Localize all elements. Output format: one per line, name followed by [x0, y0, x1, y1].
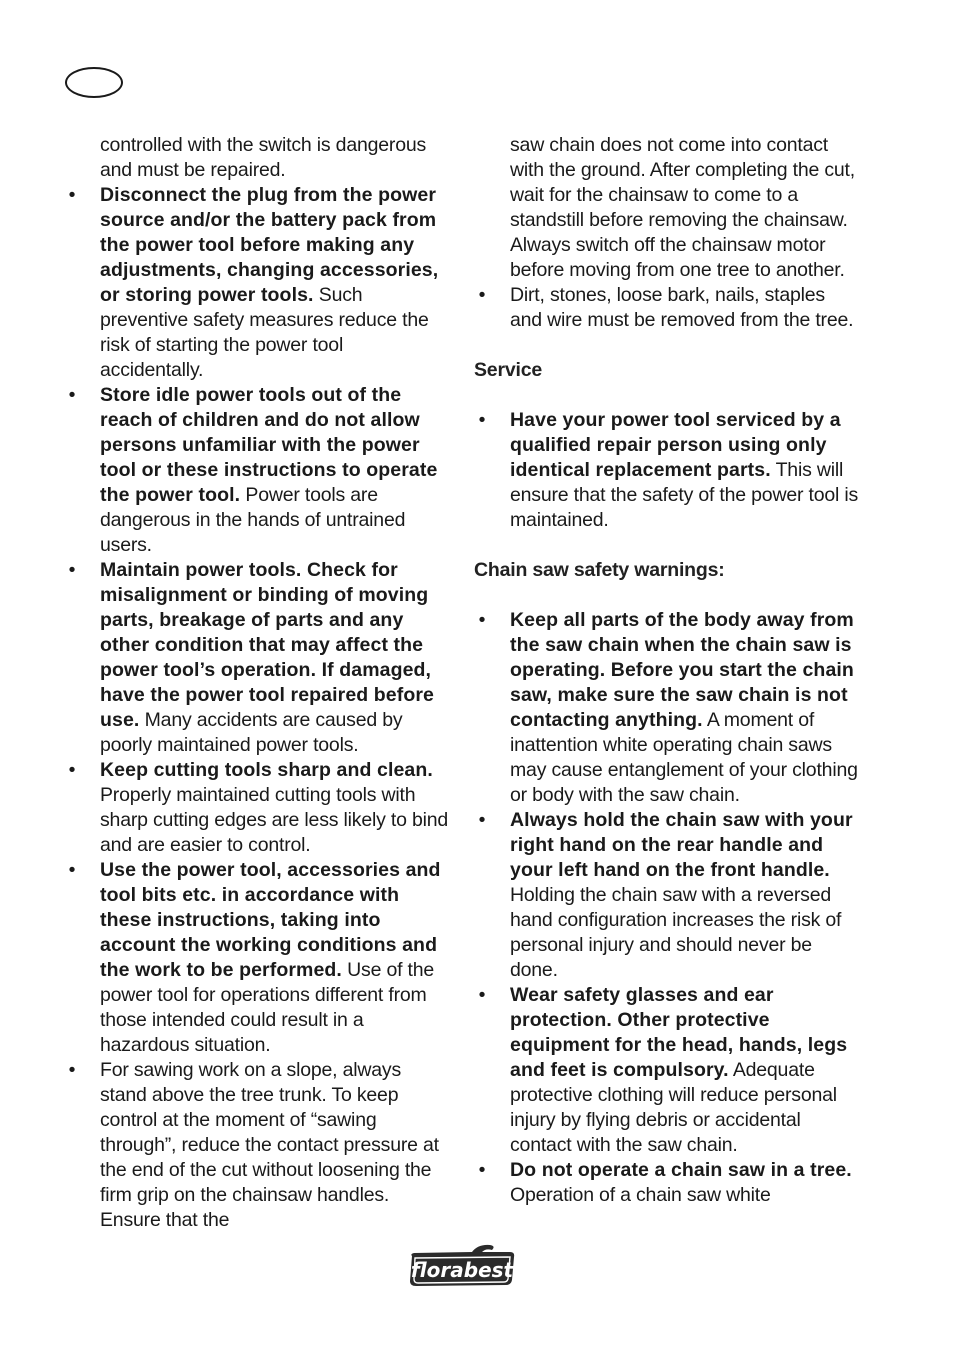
item-bold: Do not operate a chain saw in a tree. [510, 1159, 852, 1181]
item-bold: Disconnect the plug from the power source and/or the battery pack from the power tool before making any adjustments, changing accessories, or storing power tools. [100, 184, 439, 306]
item-bold: Keep cutting tools sharp and clean. [100, 759, 433, 781]
list-item [478, 283, 860, 333]
bullet: • [68, 559, 76, 581]
item-text: Use of the power tool for operations different from those intended could result in a hazardous situation. [100, 959, 435, 1056]
section-heading-service: Service [474, 359, 542, 381]
item-text: Properly maintained cutting tools with sharp cutting edges are less likely to bind and are easier to control. [100, 784, 449, 856]
continued-text: saw chain does not come into contact with the ground. After completing the cut, wait for the chainsaw to come to a standstill before removing the chainsaw. Always switch off the chainsaw motor before moving from one tree to another. [510, 134, 855, 281]
list-item [68, 758, 450, 858]
item-text: Dirt, stones, loose bark, nails, staples and wire must be removed from the tree. [510, 284, 854, 331]
item-text: Adequate protective clothing will reduce personal injury by flying debris or accidental contact with the saw chain. [510, 1059, 837, 1156]
right-column [474, 133, 860, 1208]
list-item [68, 1058, 450, 1233]
bullet: • [68, 859, 76, 881]
list-item [68, 183, 450, 383]
list-item [68, 558, 450, 758]
bullet: • [68, 759, 76, 781]
continued-text: controlled with the switch is dangerous and must be repaired. [100, 134, 427, 181]
item-text: A moment of inattention white operating chain saws may cause entanglement of your clothing or body with the saw chain. [510, 709, 858, 806]
bullet: • [478, 409, 486, 431]
bullet: • [478, 984, 486, 1006]
florabest-logo [406, 1242, 518, 1290]
item-text: This will ensure that the safety of the power tool is maintained. [510, 459, 859, 531]
language-badge [65, 67, 123, 98]
list-item [478, 808, 860, 983]
bullet: • [478, 809, 486, 831]
item-bold: Wear safety glasses and ear protection. Other protective equipment for the head, hands, legs and feet is compulsory. [510, 984, 848, 1081]
left-column [68, 133, 450, 1233]
item-bold: Store idle power tools out of the reach of children and do not allow persons unfamiliar with the power tool or these instructions to operate the power tool. [100, 384, 438, 506]
list-item [68, 858, 450, 1058]
item-bold: Have your power tool serviced by a qualified repair person using only identical replacement parts. [510, 409, 841, 481]
item-text: Power tools are dangerous in the hands of untrained users. [100, 484, 406, 556]
item-text: For sawing work on a slope, always stand above the tree trunk. To keep control at the moment of “sawing through”, reduce the contact pressure at the end of the cut without loosening the firm grip on the chainsaw handles. Ensure that the [100, 1059, 439, 1231]
bullet: • [478, 609, 486, 631]
item-text: Holding the chain saw with a reversed hand configuration increases the risk of personal injury and should never be done. [510, 884, 842, 981]
bullet: • [478, 284, 486, 306]
item-text: Operation of a chain saw white [510, 1184, 771, 1206]
item-text: Many accidents are caused by poorly maintained power tools. [100, 709, 403, 756]
item-bold: Always hold the chain saw with your right hand on the rear handle and your left hand on the front handle. [510, 809, 853, 881]
list-item [478, 408, 860, 533]
bullet: • [68, 1059, 76, 1081]
item-bold: Keep all parts of the body away from the saw chain when the chain saw is operating. Before you start the chain saw, make sure the saw chain is not contacting anything. [510, 609, 854, 731]
list-item [68, 383, 450, 558]
bullet: • [478, 1159, 486, 1181]
item-bold: Maintain power tools. Check for misalignment or binding of moving parts, breakage of parts and any other condition that may affect the power tool’s operation. If damaged, have the power tool repaired before use. [100, 559, 434, 731]
item-bold: Use the power tool, accessories and tool bits etc. in accordance with these instructions, taking into account the working conditions and the work to be performed. [100, 859, 441, 981]
bullet: • [68, 184, 76, 206]
list-item [478, 1158, 860, 1208]
item-text: Such preventive safety measures reduce the risk of starting the power tool accidentally. [100, 284, 429, 381]
list-item [478, 608, 860, 808]
section-heading-chain-saw: Chain saw safety warnings: [474, 559, 725, 581]
list-item [478, 983, 860, 1158]
svg-text:florabest: florabest [410, 1258, 514, 1282]
bullet: • [68, 384, 76, 406]
